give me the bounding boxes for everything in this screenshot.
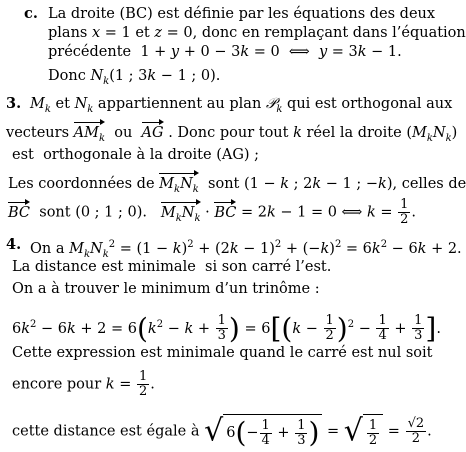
marker-c: c. (24, 5, 38, 22)
line-4-7: cette distance est égale à √ 6(− $\frac{1}{4}$ + $\frac{1}{3}$ ) = √ $\frac{1}{2}$ = $\frac{√2}{2}$ . (12, 413, 432, 449)
line-4-3: On a à trouver le minimum d’un trinôme : (12, 281, 320, 297)
marker-4: 4. (6, 236, 22, 253)
line-3-5: BC sont (0 ; 1 ; 0). $M_kN_k$ · BC = 2k − 1 = 0 ⟺ k = $\frac{1}{2}$ . (8, 197, 417, 227)
line-3-4: Les coordonnées de $M_kN_k$ sont (1 − k ; 2k − 1 ; −k), celles de (8, 173, 466, 199)
line-3-1: $M_k$ et $N_k$ appartiennent au plan 𝒫$_k$ qui est orthogonal aux (30, 96, 453, 115)
line-4-2: La distance est minimale si son carré l’est. (12, 259, 332, 275)
line-4-1: On a $M_kN_k^2 = (1 - k)^2 + (2k - 1)^2 + (-k)^2 = 6k^2 - 6k + 2$. (30, 239, 462, 260)
line-4-6: encore pour k = $\frac{1}{2}$ . (12, 369, 155, 399)
marker-3: 3. (6, 95, 22, 112)
line-c4: Donc $N_k(1$ ; 3k − 1 ; 0). (48, 68, 221, 87)
line-3-2: vecteurs $AM_k$ ou AG . Donc pour tout k réel la droite $(M_kN_k)$ (6, 122, 457, 148)
line-3-3: est orthogonale à la droite (AG) ; (12, 147, 260, 163)
line-4-5: Cette expression est minimale quand le carré est nul soit (12, 345, 433, 361)
line-c1: La droite (BC) est définie par les équations des deux (48, 6, 436, 22)
line-c3: précédente 1 + y + 0 − 3k = 0 ⟺ y = 3k − 1. (48, 44, 402, 60)
line-4-4: $6k^2 - 6k + 2 = 6(k^2 - k$ + $\frac{1}{3}$ ) = 6[(k − $\frac{1}{2}$ )$^2$ − $\frac{1}{4}$ + $\frac{1}{3}$ ]. (12, 311, 441, 345)
line-c2: plans x = 1 et z = 0, donc en remplaçant dans l’équation (48, 25, 466, 41)
